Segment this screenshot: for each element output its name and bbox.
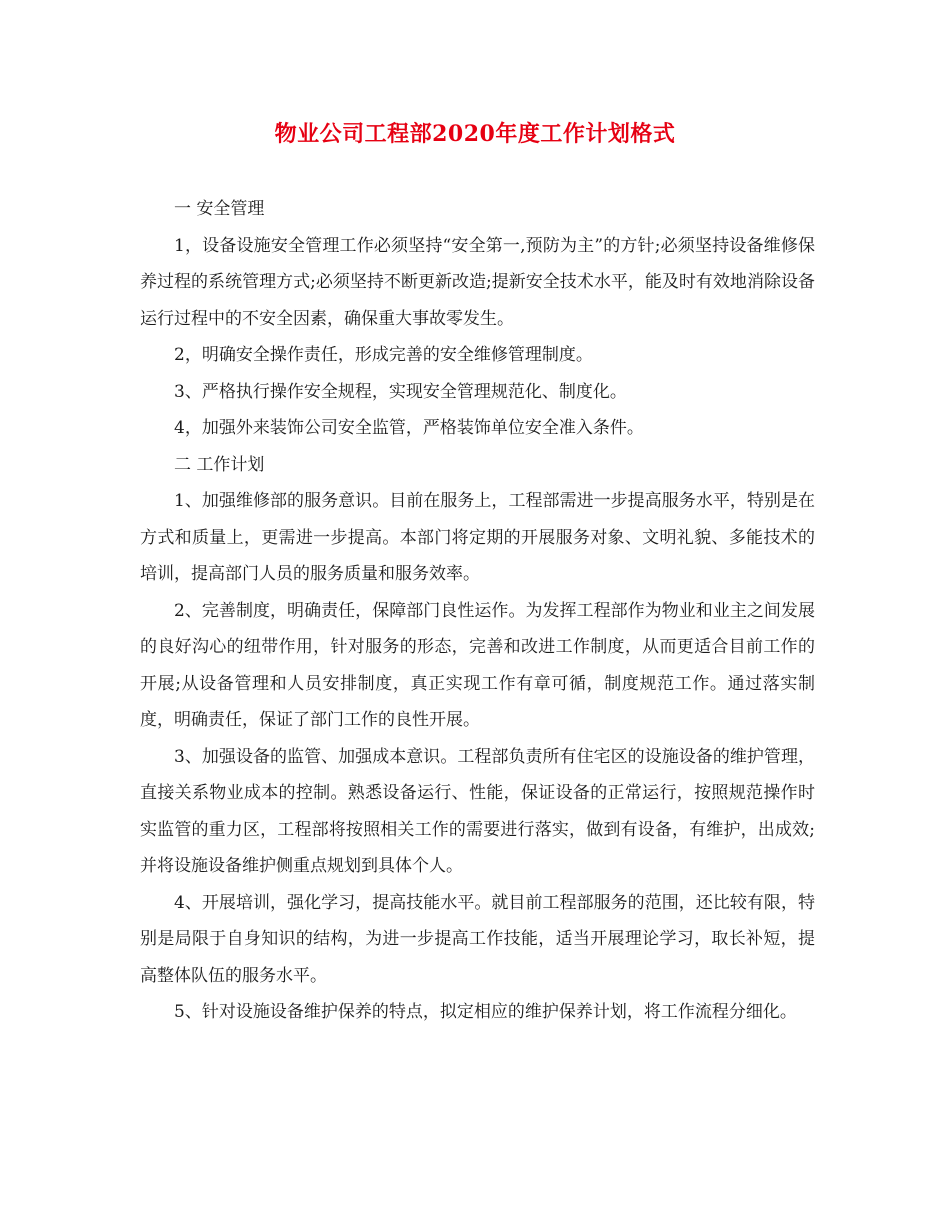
section-heading-work-plan: 二 工作计划: [174, 454, 265, 475]
document-title: 物业公司工程部2020年度工作计划格式: [274, 121, 676, 147]
section-heading-safety: 一 安全管理: [174, 199, 265, 219]
document-body: [140, 191, 815, 1031]
paragraph-safety-1: 1，设备设施安全管理工作必须坚持“安全第一,预防为主”的方针;必须坚持设备维修保养过程的系统管理方式;必须坚持不断更新改造;提新安全技术水平，能及时有效地消除设备运行过程中的不安全因素，确保重大事故零发生。: [140, 235, 815, 329]
paragraph-safety-4: 4，加强外来装饰公司安全监管，严格装饰单位安全准入条件。: [174, 418, 644, 438]
paragraph-plan-3: 3、加强设备的监管、加强成本意识。工程部负责所有住宅区的设施设备的维护管理，直接关系物业成本的控制。熟悉设备运行、性能，保证设备的正常运行，按照规范操作时实监管的重力区，工程部将按照相关工作的需要进行落实，做到有设备，有维护，出成效;并将设施设备维护侧重点规划到具体个人。: [140, 746, 815, 876]
paragraph-safety-2: 2，明确安全操作责任，形成完善的安全维修管理制度。: [174, 345, 593, 365]
paragraph-plan-4: 4、开展培训，强化学习，提高技能水平。就目前工程部服务的范围，还比较有限，特别是局限于自身知识的结构，为进一步提高工作技能，适当开展理论学习，取长补短，提高整体队伍的服务水平。: [140, 892, 815, 986]
paragraph-plan-5: 5、针对设施设备维护保养的特点，拟定相应的维护保养计划，将工作流程分细化。: [174, 1002, 797, 1022]
paragraph-safety-3: 3、严格执行操作安全规程，实现安全管理规范化、制度化。: [174, 381, 627, 402]
paragraph-plan-2: 2、完善制度，明确责任，保障部门良性运作。为发挥工程部作为物业和业主之间发展的良好沟心的纽带作用，针对服务的形态，完善和改进工作制度，从而更适合目前工作的开展;从设备管理和人员安排制度，真正实现工作有章可循，制度规范工作。通过落实制度，明确责任，保证了部门工作的良性开展。: [140, 600, 815, 730]
paragraph-plan-1: 1、加强维修部的服务意识。目前在服务上，工程部需进一步提高服务水平，特别是在方式和质量上，更需进一步提高。本部门将定期的开展服务对象、文明礼貌、多能技术的培训，提高部门人员的服务质量和服务效率。: [140, 491, 815, 584]
